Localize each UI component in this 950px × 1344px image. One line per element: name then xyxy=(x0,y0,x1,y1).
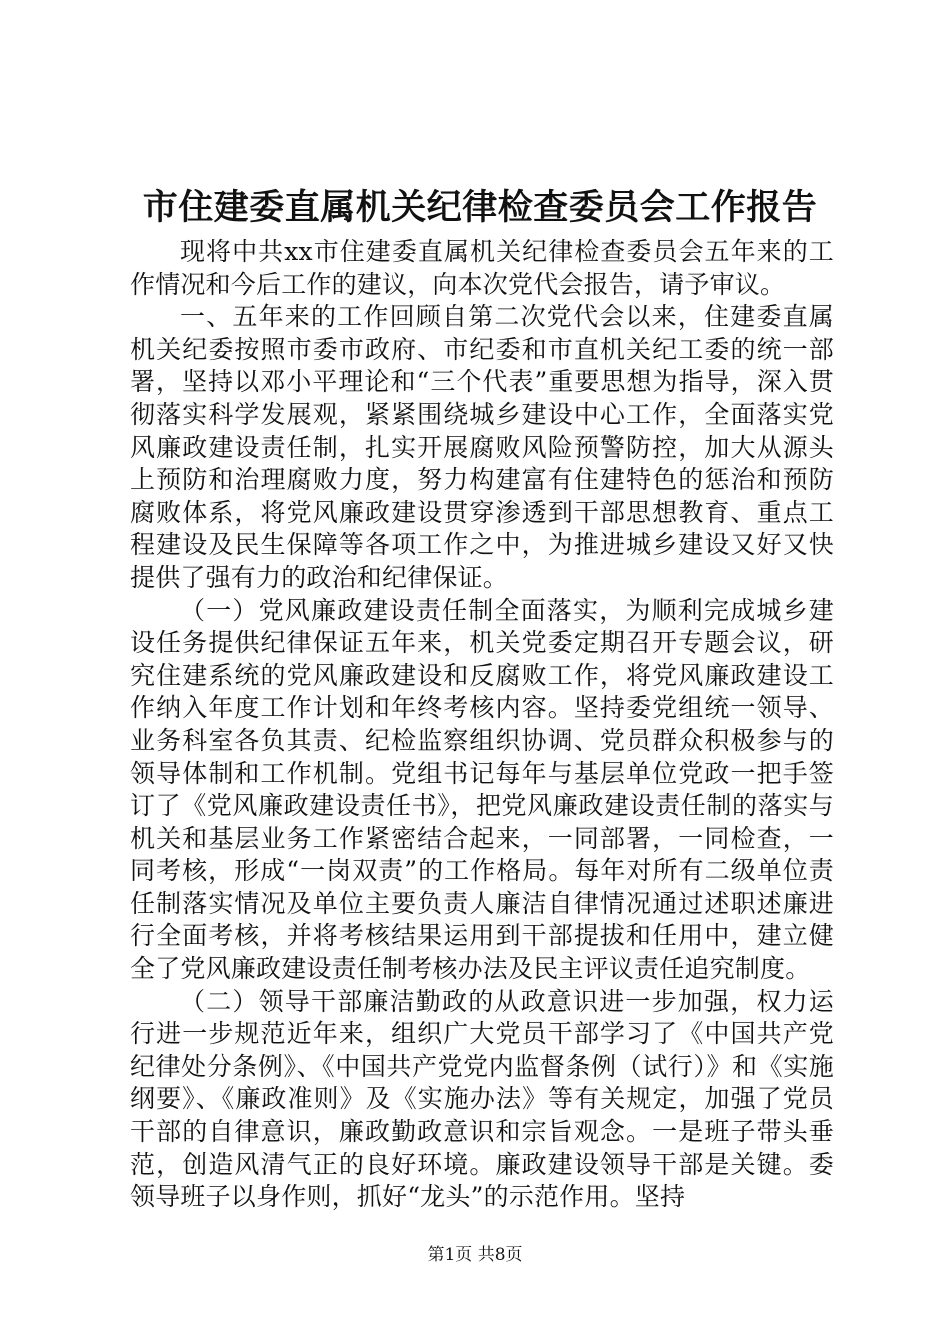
paragraph-section-one: （一）党风廉政建设责任制全面落实，为顺利完成城乡建设任务提供纪律保证五年来，机关党委定期召开专题会议，研究住建系统的党风廉政建设和反腐败工作，将党风廉政建设工作纳入年度工作计划和年终考核内容。坚持委党组统一领导、业务科室各负其责、纪检监察组织协调、党员群众积极参与的领导体制和工作机制。党组书记每年与基层单位党政一把手签订了《党风廉政建设责任书》，把党风廉政建设责任制的落实与机关和基层业务工作紧密结合起来，一同部署，一同检查，一同考核，形成“一岗双责”的工作格局。每年对所有二级单位责任制落实情况及单位主要负责人廉洁自律情况通过述职述廉进行全面考核，并将考核结果运用到干部提拔和任用中，建立健全了党风廉政建设责任制考核办法及民主评议责任追究制度。 xyxy=(130,595,834,984)
page-footer: 第1页 共8页 xyxy=(427,1245,523,1265)
document-body xyxy=(130,236,834,1214)
document-title: 市住建委直属机关纪律检查委员会工作报告 xyxy=(142,187,818,228)
paragraph-review: 一、五年来的工作回顾自第二次党代会以来，住建委直属机关纪委按照市委市政府、市纪委和市直机关纪工委的统一部署，坚持以邓小平理论和“三个代表”重要思想为指导，深入贯彻落实科学发展观，紧紧围绕城乡建设中心工作，全面落实党风廉政建设责任制，扎实开展腐败风险预警防控，加大从源头上预防和治理腐败力度，努力构建富有住建特色的惩治和预防腐败体系，将党风廉政建设贯穿渗透到干部思想教育、重点工程建设及民生保障等各项工作之中，为推进城乡建设又好又快提供了强有力的政治和纪律保证。 xyxy=(130,302,834,592)
paragraph-intro: 现将中共xx市住建委直属机关纪律检查委员会五年来的工作情况和今后工作的建议，向本次党代会报告，请予审议。 xyxy=(130,237,834,299)
paragraph-section-two: （二）领导干部廉洁勤政的从政意识进一步加强，权力运行进一步规范近年来，组织广大党员干部学习了《中国共产党纪律处分条例》、《中国共产党党内监督条例（试行）》和《实施纲要》、《廉政准则》及《实施办法》等有关规定，加强了党员干部的自律意识，廉政勤政意识和宗旨观念。一是班子带头垂范，创造风清气正的良好环境。廉政建设领导干部是关键。委领导班子以身作则，抓好“龙头”的示范作用。坚持 xyxy=(130,986,834,1212)
